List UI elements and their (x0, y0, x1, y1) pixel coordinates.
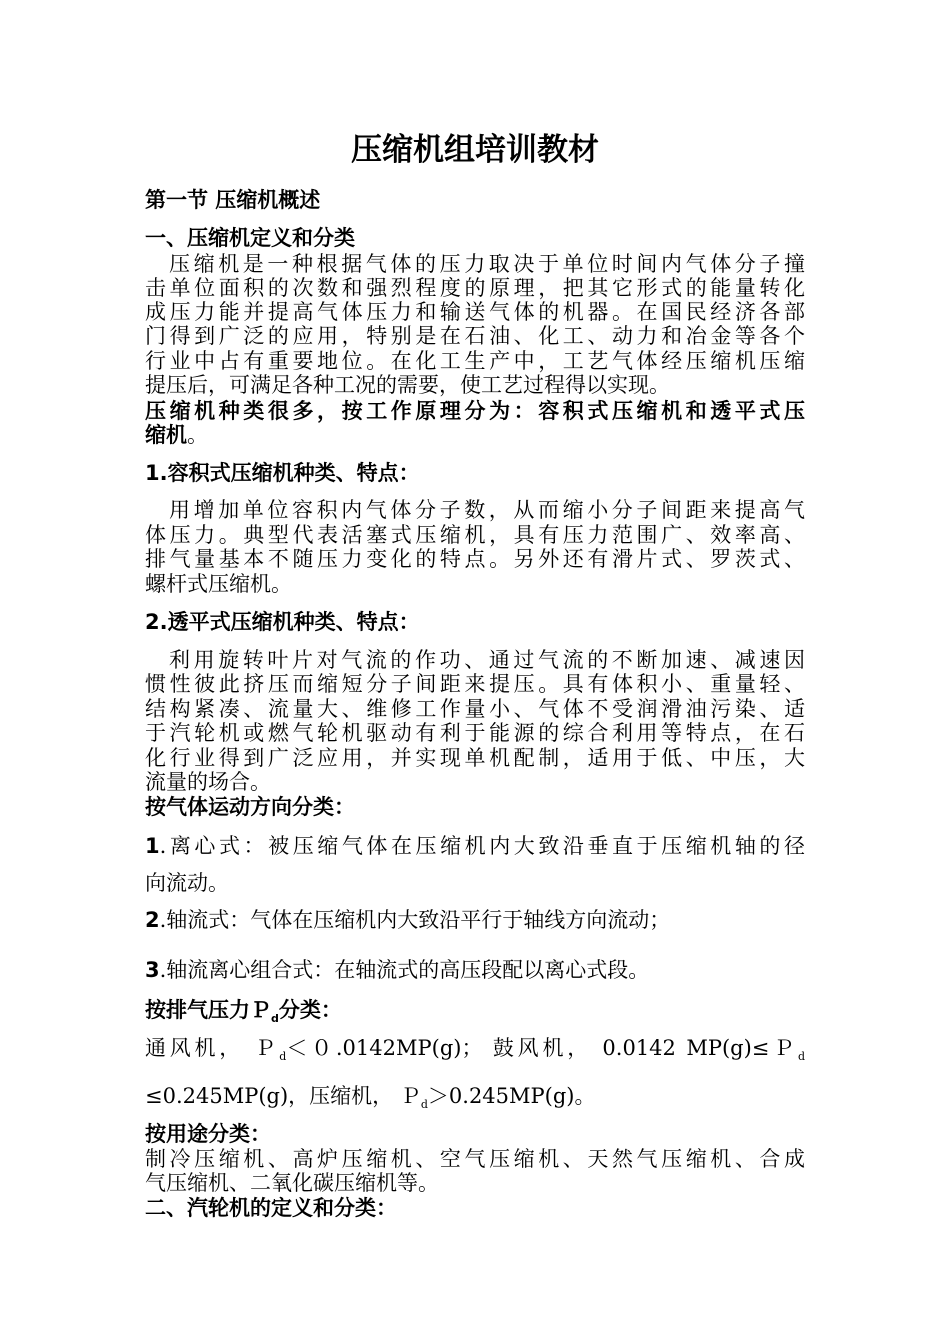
type-line-2-bold: 缩机 (145, 423, 187, 447)
intro-line-2: 击单位面积的次数和强烈程度的原理，把其它形式的能量转化 (145, 276, 805, 300)
pressure-line-1 (145, 1036, 805, 1069)
intro-line-3: 成压力能并提高气体压力和输送气体的机器。在国民经济各部 (145, 300, 805, 324)
pressure-line-2-b: ＞0.245MP(g)。 (427, 1084, 596, 1108)
flow-direction-heading: 按气体运动方向分类： (145, 795, 355, 819)
intro-line-4: 门得到广泛的应用，特别是在石油、化工、动力和冶金等各个 (145, 324, 805, 348)
section-heading: 第一节 压缩机概述 (145, 188, 321, 212)
type-line-1: 压缩机种类很多，按工作原理分为：容积式压缩机和透平式压 (145, 399, 805, 423)
turbo-line-4: 于汽轮机或燃气轮机驱动有利于能源的综合利用等特点，在石 (145, 721, 805, 745)
flow-item-1-continued: 向流动。 (145, 871, 229, 895)
turbo-line-3: 结构紧凑、流量大、维修工作量小、气体不受润滑油污染、适 (145, 697, 805, 721)
pressure-heading-subscript: d (271, 1012, 279, 1026)
pressure-line-1-sub1: d (279, 1050, 287, 1064)
pressure-line-2 (145, 1084, 805, 1117)
part1-heading: 一、压缩机定义和分类 (145, 226, 355, 250)
pressure-heading-end: 分类： (278, 998, 342, 1022)
turbo-heading: 2.透平式压缩机种类、特点： (145, 610, 420, 634)
document-title: 压缩机组培训教材 (351, 132, 599, 168)
pressure-heading-text: 按排气压力Ｐ (145, 998, 271, 1022)
turbo-line-2: 惯性彼此挤压而缩短分子间距来提压。具有体积小、重量轻、 (145, 672, 805, 696)
volumetric-line-2: 体压力。典型代表活塞式压缩机，具有压力范围广、效率高、 (145, 523, 805, 547)
part2-heading: 二、汽轮机的定义和分类： (145, 1196, 397, 1220)
turbo-line-5: 化行业得到广泛应用，并实现单机配制，适用于低、中压，大 (145, 746, 805, 770)
flow-item-2-number: 2 (145, 908, 160, 932)
flow-item-3 (145, 958, 805, 982)
type-line-2-end: 。 (187, 423, 208, 447)
turbo-line-6: 流量的场合。 (145, 770, 271, 794)
flow-item-3-text: .轴流离心组合式：在轴流式的高压段配以离心式段。 (159, 958, 650, 982)
usage-line-1: 制冷压缩机、高炉压缩机、空气压缩机、天然气压缩机、合成 (145, 1147, 805, 1171)
usage-line-2: 气压缩机、二氧化碳压缩机等。 (145, 1171, 439, 1195)
intro-line-1: 压缩机是一种根据气体的压力取决于单位时间内气体分子撞 (169, 252, 805, 276)
volumetric-line-1: 用增加单位容积内气体分子数，从而缩小分子间距来提高气 (169, 498, 805, 522)
flow-item-2 (145, 908, 805, 932)
pressure-line-2-a: ≤0.245MP(g)，压缩机， Ｐ (145, 1084, 421, 1108)
flow-item-1-number: 1 (145, 834, 160, 858)
usage-heading: 按用途分类： (145, 1122, 271, 1146)
flow-item-3-number: 3 (145, 958, 160, 982)
turbo-line-1: 利用旋转叶片对气流的作功、通过气流的不断加速、减速因 (169, 648, 805, 672)
intro-line-6: 提压后，可满足各种工况的需要，使工艺过程得以实现。 (145, 373, 670, 397)
intro-line-5: 行业中占有重要地位。在化工生产中，工艺气体经压缩机压缩 (145, 349, 805, 373)
pressure-line-1-b: ＜０.0142MP(g)； 鼓风机， 0.0142 MP(g)≤Ｐ (286, 1036, 798, 1060)
flow-item-1-text: .离心式：被压缩气体在压缩机内大致沿垂直于压缩机轴的径 (159, 834, 805, 858)
flow-item-2-text: .轴流式：气体在压缩机内大致沿平行于轴线方向流动； (159, 908, 671, 932)
pressure-line-1-sub2: d (797, 1050, 805, 1064)
type-line-2 (145, 423, 805, 447)
flow-item-1 (145, 834, 805, 858)
pressure-line-2-sub: d (420, 1098, 428, 1112)
volumetric-line-4: 螺杆式压缩机。 (145, 572, 292, 596)
pressure-heading (145, 998, 805, 1031)
pressure-line-1-a: 通风机， Ｐ (145, 1036, 280, 1060)
volumetric-heading: 1.容积式压缩机种类、特点： (145, 461, 420, 485)
volumetric-line-3: 排气量基本不随压力变化的特点。另外还有滑片式、罗茨式、 (145, 547, 805, 571)
